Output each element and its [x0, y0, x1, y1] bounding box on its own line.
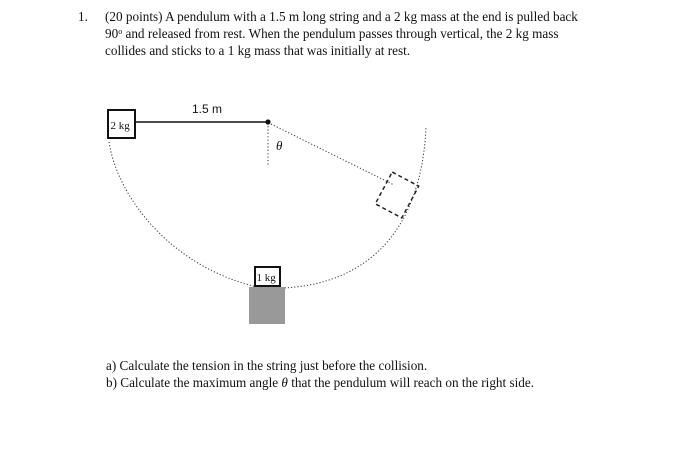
question-b	[106, 374, 534, 391]
problem-angle-value: 90	[105, 26, 119, 41]
swung-string	[271, 124, 394, 185]
problem-points: (20 points)	[105, 9, 163, 24]
angle-label: θ	[276, 138, 283, 153]
question-b-post: that the pendulum will reach on the right side.	[287, 375, 535, 390]
target-mass-label: 1 kg	[256, 272, 276, 284]
degree-symbol: o	[118, 27, 123, 36]
pendulum-mass-label: 2 kg	[110, 120, 130, 132]
problem-text-line-1: A pendulum with a 1.5 m long string and a 2 kg mass at the end is pulled back	[165, 9, 578, 24]
string-length-label: 1.5 m	[192, 102, 223, 116]
question-b-pre: b) Calculate the maximum angle	[106, 375, 282, 390]
swing-arc	[109, 128, 426, 288]
problem-number: 1.	[78, 9, 88, 24]
ghost-mass-box	[375, 172, 418, 218]
question-b-symbol: θ	[281, 375, 288, 390]
pivot-point	[265, 119, 270, 124]
problem-text-line-2: and released from rest. When the pendulum passes through vertical, the 2 kg mass	[122, 26, 559, 41]
question-a: a) Calculate the tension in the string just before the collision.	[106, 358, 428, 373]
pedestal	[249, 287, 285, 324]
problem-line-3: collides and sticks to a 1 kg mass that was initially at rest.	[105, 43, 411, 58]
